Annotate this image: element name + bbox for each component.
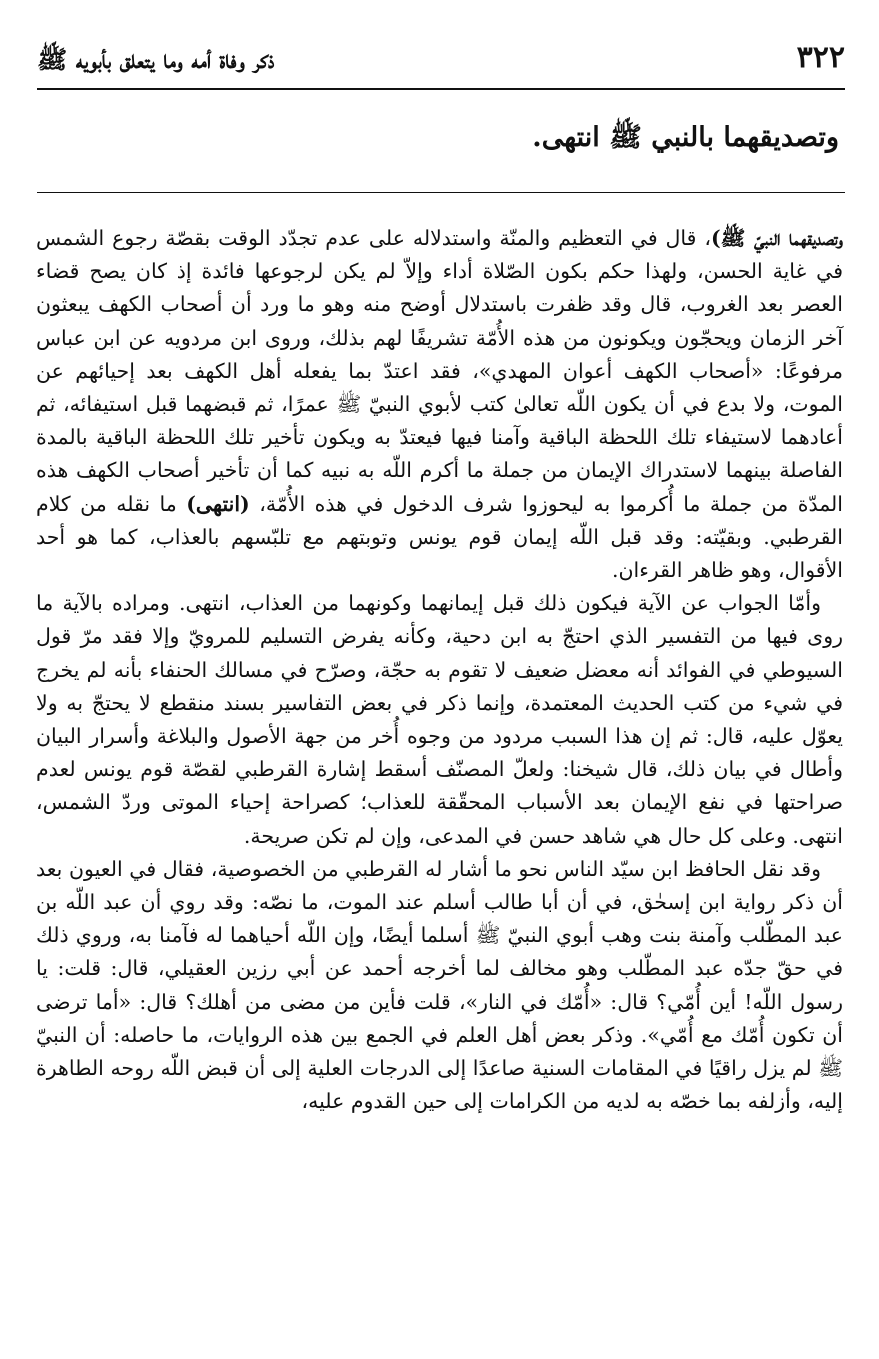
running-head [37, 36, 845, 82]
paragraph-text: ما نقله من كلام القرطبي. وبقيّته: وقد قبل اللّه إيمان قوم يونس وتوبتهم مع تلبّسهم بالعذاب، كما هو أحد الأقوال، وهو ظاهر القرءان. [36, 491, 843, 583]
commentary-paragraph-2: وأمّا الجواب عن الآية فيكون ذلك قبل إيمانهما وكونهما من العذاب، انتهى. ومراده بالآية ما روى فيها من التفسير الذي احتجّ به ابن دحية، وكأنه يفرض التسليم للمرويّ وإلا فقد مرّ قول السيوطي في الفوائد أنه معضل ضعيف لا تقوم به حجّة، وصرّح في مسالك الحنفاء بأنه لم يخرج في شيء من كتب الحديث المعتمدة، وإنما ذكر في بعض التفاسير بسند منقطع لا يحتجّ به ولا يعوّل عليه، قال: ثم إن هذا السبب مردود من وجوه أُخر من جهة الأصول والبلاغة وأسرار البيان وأطال في بيان ذلك، قال شيخنا: ولعلّ المصنّف أسقط إشارة القرطبي لقصّة قوم يونس لعدم صراحتها في نفع الإيمان بعد الأسباب المحقّقة للعذاب؛ كصراحة إحياء الموتى وردّ الشمس، انتهى. وعلى كل حال هي شاهد حسن في المدعى، وإن لم تكن صريحة. [36, 591, 843, 848]
paragraph-text: ، قال في التعظيم والمنّة واستدلاله على عدم تجدّد الوقت بقصّة رجوع الشمس في غاية الحسن، ولهذا حكم بكون الصّلاة أداء وإلاّ لم يكن لرجوعها فائدة إذ كان يصح قضاء العصر بعد الغروب، قال وقد ظفرت باستدلال أوضح منه وهو ما ورد أن أصحاب الكهف يبعثون آخر الزمان ويحجّون ويكونون من هذه الأُمّة تشريفًا لهم بذلك، وروى ابن مردويه عن ابن عباس مرفوعًا: «أصحاب الكهف أعوان المهدي»، فقد اعتدّ بما يفعله أهل الكهف بعد إحيائهم عن الموت، ولا بدع في أن يكون اللّه تعالىٰ كتب لأبوي النبيّ ﷺ عمرًا، ثم قبضهما قبل استيفائه، ثم أعادهما لاستيفاء تلك اللحظة الباقية وآمنا فيها فيعتدّ به ويكون تأخير تلك اللحظة الباقية بالمدة الفاصلة بينهما لاستدراك الإيمان من جملة ما أكرم اللّه به نبيه كما أن تأخير أصحاب الكهف هذه المدّة من جملة ما أُكرموا به ليحوزوا شرف الدخول في هذه الأُمّة، [36, 226, 843, 516]
end-quote-marker: (انتهى) [186, 491, 250, 516]
header-rule [37, 88, 845, 90]
main-text: وتصديقهما بالنبي ﷺ انتهى. [532, 122, 839, 153]
lemma-heading: وتصديقهما النبيّ ﷺ) [710, 226, 844, 250]
running-title: ذكر وفاة أمه وما يتعلق بأبويه ﷺ [37, 45, 275, 74]
page-number: ٣٢٢ [796, 40, 845, 75]
commentary-paragraph-1 [36, 222, 843, 587]
separator-rule [37, 192, 845, 193]
commentary-paragraph-3: وقد نقل الحافظ ابن سيّد الناس نحو ما أشار له القرطبي من الخصوصية، فقال في العيون بعد أن ذكر رواية ابن إسحٰق، في أن أبا طالب أسلم عند الموت، ما نصّه: وقد روي أن عبد اللّه بن عبد المطّلب وآمنة بنت وهب أبوي النبيّ ﷺ أسلما أيضًا، وإن اللّه أحياهما له فآمنا به، وروي ذلك في حقّ جدّه عبد المطّلب وهو مخالف لما أخرجه أحمد عن أبي رزين العقيلي، قال: قلت: يا رسول اللّه! أين أُمّي؟ قال: «أُمّك في النار»، قلت فأين من مضى من أهلك؟ قال: «أما ترضى أن تكون أُمّك مع أُمّي». وذكر بعض أهل العلم في الجمع بين هذه الروايات، ما حاصله: أن النبيّ ﷺ لم يزل راقيًا في المقامات السنية صاعدًا إلى الدرجات العلية إلى أن قبض اللّه روحه الطاهرة إليه، وأزلفه بما خصّه به لديه من الكرامات إلى حين القدوم عليه، [36, 856, 843, 1114]
commentary [36, 222, 843, 1118]
